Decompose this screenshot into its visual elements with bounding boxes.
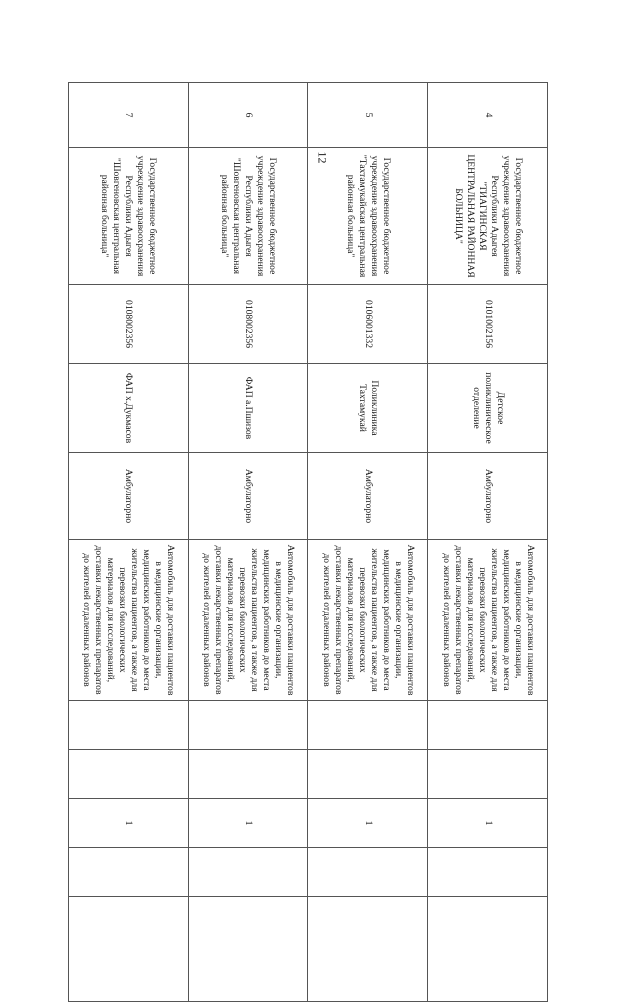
empty-cell [188,701,308,750]
vehicles-table [68,82,548,1002]
table-row [69,83,189,1002]
empty-cell [308,848,428,897]
care-condition: Амбулаторно [188,453,308,540]
empty-cell [428,848,548,897]
vehicle-quantity: 1 [69,799,189,848]
empty-cell [308,701,428,750]
empty-cell [188,897,308,1002]
row-number: 4 [428,83,548,148]
organization-name: Государственное бюджетное учреждение здравоохранения "Тахтамукайская центральная районная больница" [308,148,428,285]
empty-cell [69,897,189,1002]
vehicle-quantity: 1 [188,799,308,848]
rotated-table-wrapper [68,82,548,902]
vehicle-purpose: Автомобиль для доставки пациентов в медицинские организации, медицинских работников до места жительства пациентов, а также для перевозки биологических материалов для исследований, доставки лекарственных препаратов до жителей отдаленных районов [188,540,308,701]
care-condition: Амбулаторно [69,453,189,540]
organization-code: 0101002156 [428,285,548,364]
organization-code: 0108002356 [188,285,308,364]
structural-unit: ФАП х.Дукмасов [69,364,189,453]
empty-cell [428,701,548,750]
vehicle-purpose: Автомобиль для доставки пациентов в медицинские организации, медицинских работников до места жительства пациентов, а также для перевозки биологических материалов для исследований, доставки лекарственных препаратов до жителей отдаленных районов [69,540,189,701]
page-number: 12 [315,151,330,164]
empty-cell [69,701,189,750]
organization-name: Государственное бюджетное учреждение здравоохранения Республики Адыгея "Шовгеновская центральная районная больница" [188,148,308,285]
vehicle-purpose: Автомобиль для доставки пациентов в медицинские организации, медицинских работников до места жительства пациентов, а также для перевозки биологических материалов для исследований, доставки лекарственных препаратов до жителей отдаленных районов [308,540,428,701]
empty-cell [308,897,428,1002]
vehicle-purpose: Автомобиль для доставки пациентов в медицинские организации, медицинских работников до места жительства пациентов, а также для перевозки биологических материалов для исследований, доставки лекарственных препаратов до жителей отдаленных районов [428,540,548,701]
care-condition: Амбулаторно [428,453,548,540]
care-condition: Амбулаторно [308,453,428,540]
table-row [308,83,428,1002]
vehicle-quantity: 1 [308,799,428,848]
organization-name: Государственное бюджетное учреждение здравоохранения Республики Адыгея "ТИАГИНСКАЯ ЦЕНТРАЛЬНАЯ РАЙОННАЯ БОЛЬНИЦА" [428,148,548,285]
row-number: 7 [69,83,189,148]
empty-cell [188,848,308,897]
empty-cell [69,848,189,897]
empty-cell [188,750,308,799]
empty-cell [69,750,189,799]
structural-unit: ФАП а.Пшизов [188,364,308,453]
empty-cell [428,897,548,1002]
empty-cell [428,750,548,799]
organization-name: Государственное бюджетное учреждение здравоохранения Республики Адыгея "Шовгеновская центральная районная больница" [69,148,189,285]
structural-unit: Детское поликлиническое отделение [428,364,548,453]
organization-code: 0106001332 [308,285,428,364]
row-number: 6 [188,83,308,148]
empty-cell [308,750,428,799]
vehicle-quantity: 1 [428,799,548,848]
table-row [428,83,548,1002]
row-number: 5 [308,83,428,148]
structural-unit: Поликлиника Тахтамукай [308,364,428,453]
organization-code: 0108002356 [69,285,189,364]
table-row [188,83,308,1002]
